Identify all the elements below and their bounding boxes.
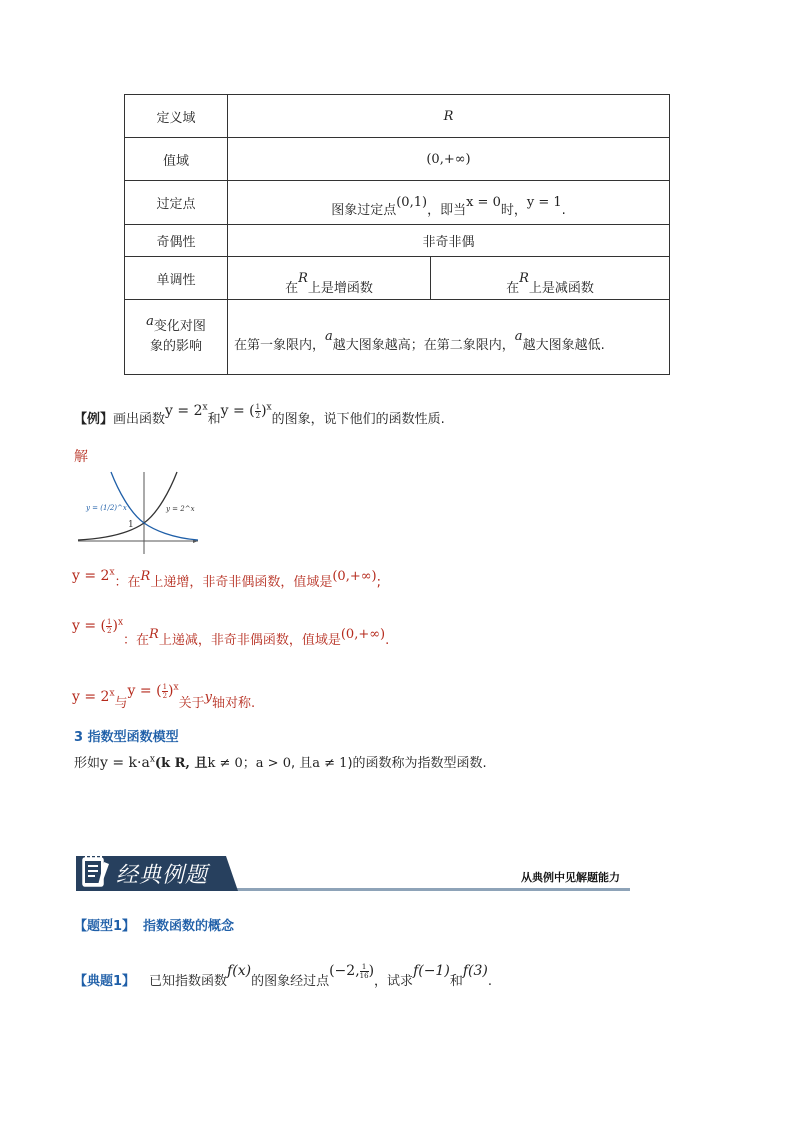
mono-text-2: 上是减函数: [528, 280, 594, 296]
monotonic-decreasing: [431, 257, 670, 300]
mono-text: 在: [285, 280, 299, 296]
example-post: 的图象，说下他们的函数性质.: [271, 412, 445, 427]
fraction-num: 1: [107, 617, 112, 626]
effect-label: [125, 300, 228, 375]
formula-exp: x: [109, 688, 115, 699]
exponential-graph: [76, 470, 200, 556]
formula-2x: [165, 403, 208, 419]
formula-close: ): [112, 618, 118, 634]
dian1-f-neg1: f(−1): [413, 963, 450, 979]
sol-text-2: 上递增，非奇非偶函数，值域是: [150, 575, 333, 590]
range-value: (0,+∞): [228, 138, 670, 181]
formula-2x: [72, 689, 115, 705]
type1-heading: [74, 915, 234, 934]
parity-label: 奇偶性: [125, 225, 228, 257]
label-2x: y = 2^x: [166, 505, 195, 513]
dian1-f3: f(3): [462, 963, 488, 979]
mono-var: R: [519, 270, 529, 286]
formula-close: ): [168, 683, 174, 699]
section3-body: [74, 752, 487, 771]
solution-label: 解: [74, 449, 88, 465]
fixed-point-text-2: ，即当: [427, 203, 467, 218]
domain-value: [228, 95, 670, 138]
mono-text-2: 上是增函数: [307, 280, 373, 296]
fraction-den: 2: [107, 626, 112, 635]
effect-var-2: a: [514, 328, 523, 344]
sol-with: 与: [114, 696, 128, 711]
table-row: [125, 225, 670, 257]
period: .: [561, 203, 566, 218]
solution-line-1: [72, 565, 382, 590]
effect-text-2: 越大图象越高；在第二象限内，: [332, 337, 515, 353]
formula-exp: x: [149, 754, 155, 765]
table-row: [125, 138, 670, 181]
sol-text: ：在: [114, 575, 141, 590]
notebook-pencil-icon: [80, 852, 112, 892]
s3-a-ne: a ≠ 1: [312, 756, 348, 771]
fixed-point-label: 过定点: [125, 181, 228, 225]
sol-var: R: [140, 569, 151, 584]
label-half-x: y = (1/2)^x: [86, 504, 127, 512]
formula-close: ): [261, 403, 267, 419]
example-line: [74, 400, 445, 427]
formula-text: y = k·a: [100, 755, 150, 771]
fixed-point-text: 图象过定点: [331, 203, 397, 218]
formula-exp: x: [173, 682, 179, 693]
range-label: 值域: [125, 138, 228, 181]
table-row: [125, 300, 670, 375]
solution-line-2: [72, 615, 390, 648]
type1-title: 指数函数的概念: [143, 919, 235, 934]
table-row: [125, 257, 670, 300]
mono-text: 在: [506, 280, 520, 296]
table-row: [125, 181, 670, 225]
s3-text: 形如: [74, 756, 101, 771]
formula-exp: x: [202, 402, 208, 413]
fraction-num: 1: [162, 682, 168, 691]
fixed-point-value: [228, 181, 670, 225]
dian1-mid: 的图象经过点: [251, 974, 330, 989]
s3-comma: , 且: [290, 756, 313, 771]
domain-label: 定义域: [125, 95, 228, 138]
s3-a-gt: a > 0: [255, 756, 291, 771]
banner-subtitle: 从典例中见解题能力: [521, 871, 620, 884]
sol-text: ：在: [123, 633, 150, 648]
dian1-point: [329, 963, 374, 979]
type1-tag: 【题型1】: [74, 919, 136, 934]
effect-var-1: a: [325, 328, 333, 344]
x-equals-zero: x = 0: [466, 195, 501, 210]
sol-end: ;: [376, 575, 382, 590]
effect-value: [228, 300, 670, 375]
sol-end: .: [385, 633, 390, 648]
formula-half-x: [221, 403, 272, 419]
fraction-den: 2: [162, 691, 168, 700]
dian1-text: 已知指数函数: [149, 974, 228, 989]
sol-range: (0,+∞): [332, 569, 377, 584]
formula-text: y = 2: [165, 403, 203, 419]
formula-exp: x: [109, 567, 115, 578]
solution-line-3: [72, 682, 256, 711]
dian1-f: f(x): [227, 963, 252, 979]
sol-about: 关于: [178, 696, 205, 711]
monotonic-label: 单调性: [125, 257, 228, 300]
sol-var: R: [149, 627, 159, 642]
s3-cond: (k R, 且: [154, 756, 208, 771]
s3-k: k ≠ 0: [207, 756, 243, 771]
dian1-and: 和: [449, 974, 463, 989]
label-one: 1: [128, 520, 134, 530]
fraction-den: 2: [255, 411, 261, 420]
point-close: ): [368, 963, 375, 979]
table-row: [125, 95, 670, 138]
dian1-line: [74, 960, 492, 989]
y-equals-one: y = 1: [526, 195, 562, 210]
effect-label-2: 象的影响: [149, 339, 202, 354]
mono-var: R: [298, 270, 308, 286]
formula-text: y = 2: [72, 689, 110, 705]
example-tag: 【例】: [74, 412, 114, 427]
fixed-point-coord: (0,1): [396, 195, 428, 210]
parity-value: 非奇非偶: [228, 225, 670, 257]
sol-var: y: [204, 690, 212, 705]
example-and: 和: [207, 412, 221, 427]
domain-R: R: [443, 108, 454, 124]
formula-exp: x: [266, 402, 272, 413]
dian1-tag: 【典题1】: [74, 974, 136, 989]
example-text: 画出函数: [113, 412, 166, 427]
s3-post: )的函数称为指数型函数.: [347, 756, 487, 771]
dian1-end: .: [487, 974, 492, 989]
point-open: (−2,: [329, 963, 360, 979]
properties-table: [124, 94, 670, 375]
formula-2x: [72, 568, 115, 584]
fraction-num: 1: [360, 963, 369, 972]
fixed-point-text-3: 时，: [500, 203, 527, 218]
section3-title: 3 指数型函数模型: [74, 730, 179, 745]
sol-end: 轴对称.: [211, 696, 256, 711]
s3-semi: ；: [242, 756, 256, 771]
section-banner: [76, 852, 630, 896]
formula-half-x: [128, 683, 179, 699]
monotonic-increasing: [228, 257, 431, 300]
formula-half-x: [72, 618, 123, 634]
banner-title: 经典例题: [116, 863, 209, 888]
fraction: [360, 963, 369, 980]
formula-exp: x: [117, 617, 124, 628]
formula-text: y = (: [127, 683, 162, 699]
dian1-mid2: ，试求: [374, 974, 414, 989]
fraction-num: 1: [255, 402, 261, 411]
formula-text: y = 2: [72, 568, 110, 584]
formula-text: y = (: [220, 403, 255, 419]
effect-label-1: 变化对图: [153, 319, 206, 334]
formula-text: y = (: [72, 618, 107, 634]
sol-range: (0,+∞): [340, 627, 386, 642]
effect-text-3: 越大图象越低.: [522, 337, 605, 353]
fraction-den: 16: [359, 971, 369, 980]
effect-var: a: [146, 314, 154, 329]
s3-formula: [100, 755, 155, 771]
sol-text-2: 上递减，非奇非偶函数，值域是: [158, 633, 341, 648]
effect-text-1: 在第一象限内，: [234, 337, 326, 353]
